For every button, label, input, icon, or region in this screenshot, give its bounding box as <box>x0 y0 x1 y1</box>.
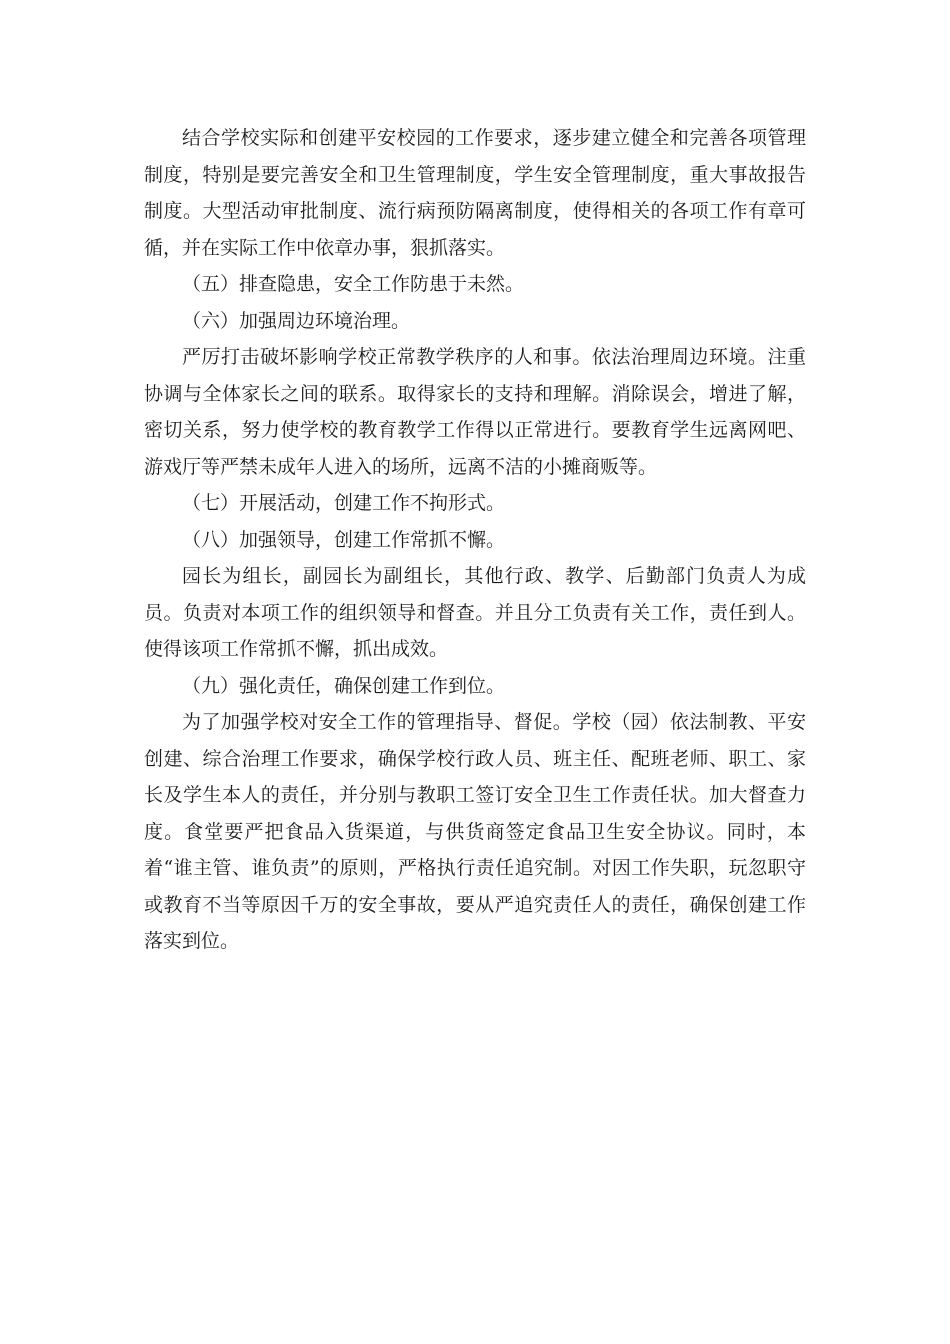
heading-section-7: （七）开展活动，创建工作不拘形式。 <box>182 492 506 514</box>
paragraph-responsibility: 为了加强学校对安全工作的管理指导、督促。学校（园）依法制教、平安创建、综合治理工作要求，确保学校行政人员、班主任、配班老师、职工、家长及学生本人的责任，并分别与教职工签订安全卫生工作责任状。加大督查力度。食堂要严把食品入货渠道，与供货商签定食品卫生安全协议。同时，本着“谁主管、谁负责”的原则，严格执行责任追究制。对因工作失职，玩忽职守或教育不当等原因千万的安全事故，要从严追究责任人的责任，确保创建工作落实到位。 <box>144 711 806 952</box>
paragraph-leadership: 园长为组长，副园长为副组长，其他行政、教学、后勤部门负责人为成员。负责对本项工作的组织领导和督查。并且分工负责有关工作，责任到人。使得该项工作常抓不懈，抓出成效。 <box>144 565 806 660</box>
paragraph-surroundings: 严厉打击破坏影响学校正常教学秩序的人和事。依法治理周边环境。注重协调与全体家长之间的联系。取得家长的支持和理解。消除误会，增进了解，密切关系，努力使学校的教育教学工作得以正常进行。要教育学生远离网吧、游戏厅等严禁未成年人进入的场所，远离不洁的小摊商贩等。 <box>144 346 806 478</box>
heading-section-5: （五）排查隐患，安全工作防患于未然。 <box>182 273 525 295</box>
document-body <box>144 120 806 960</box>
heading-section-8: （八）加强领导，创建工作常抓不懈。 <box>182 528 506 551</box>
heading-section-6: （六）加强周边环境治理。 <box>182 309 411 332</box>
paragraph-management-systems: 结合学校实际和创建平安校园的工作要求，逐步建立健全和完善各项管理制度，特别是要完善安全和卫生管理制度，学生安全管理制度，重大事故报告制度。大型活动审批制度、流行病预防隔离制度，使得相关的各项工作有章可循，并在实际工作中依章办事，狠抓落实。 <box>144 127 806 259</box>
heading-section-9: （九）强化责任，确保创建工作到位。 <box>182 674 506 697</box>
